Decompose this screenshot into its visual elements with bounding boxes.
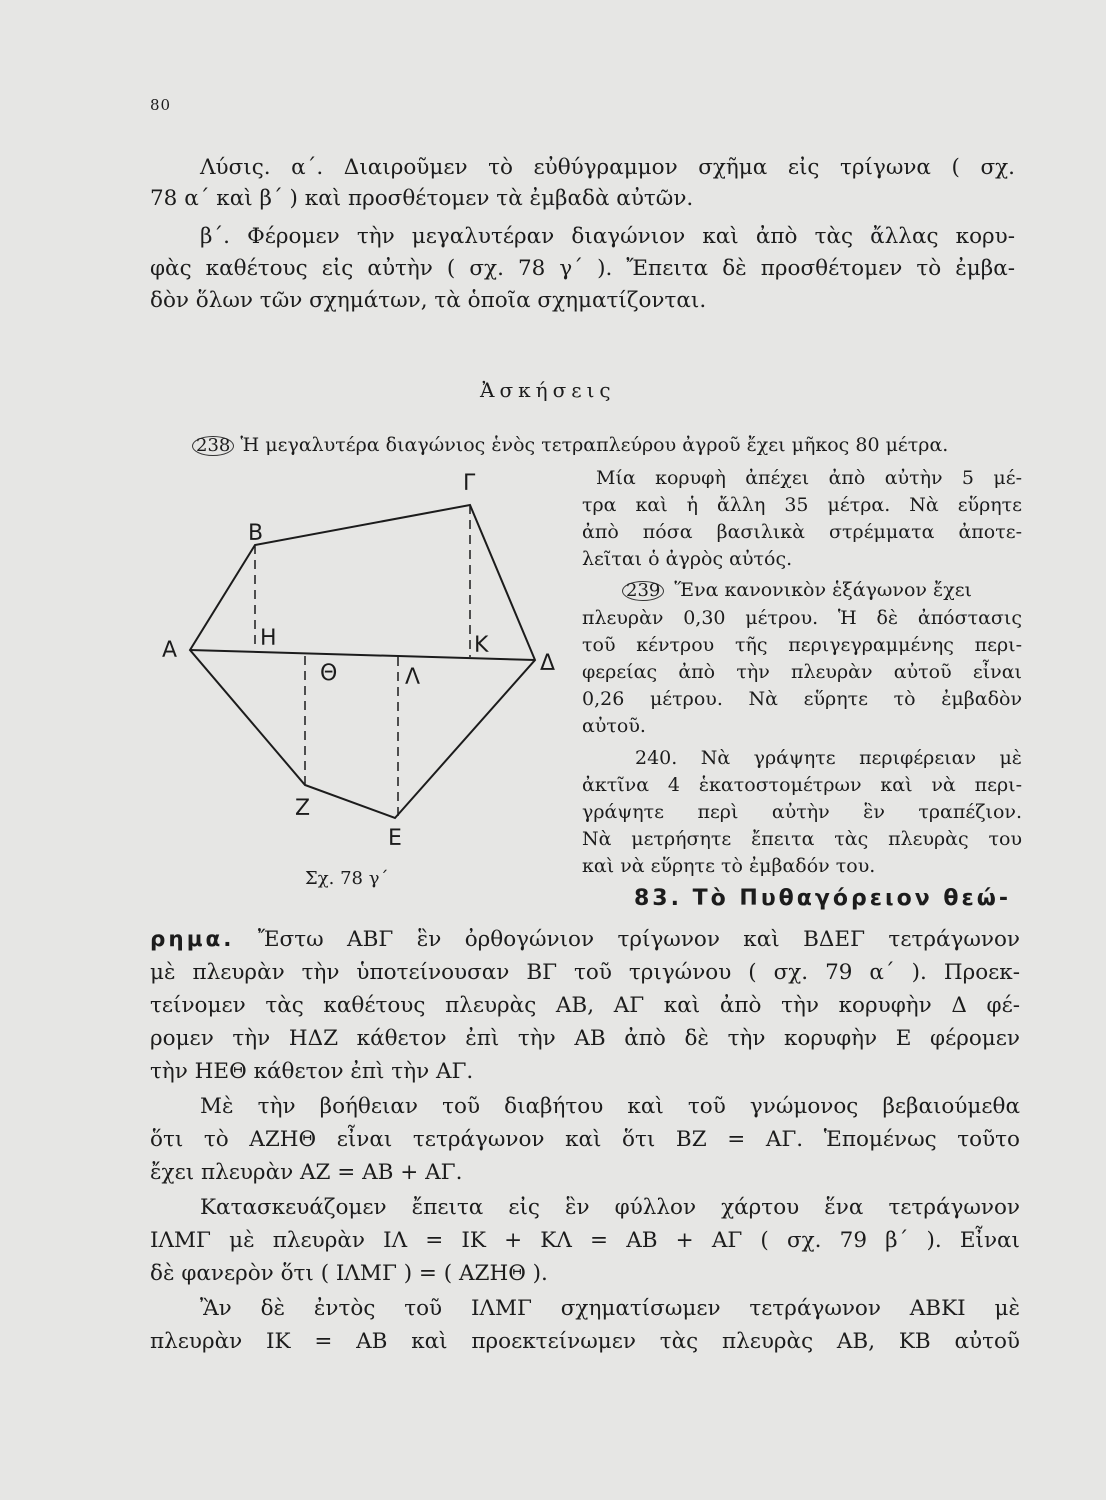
section-83-title (634, 888, 1011, 910)
exercise-240-line-1: 240. Νὰ γράψητε περιφέρειαν μὲ (635, 747, 1022, 769)
section-83-line-6: Μὲ τὴν βοήθειαν τοῦ διαβήτου καὶ τοῦ γνώμονος βεβαιούμεθα (200, 1094, 1020, 1119)
label-K: Κ (474, 633, 489, 658)
label-B: Β (248, 521, 264, 546)
label-L: Λ (405, 665, 421, 690)
exercise-238-line-5: λεῖται ὁ ἀγρὸς αὐτός. (582, 548, 793, 570)
solution-line-3: β΄. Φέρομεν τὴν μεγαλυτέραν διαγώνιον καὶ ἀπὸ τὰς ἄλλας κορυ- (200, 224, 1015, 249)
exercise-239-line-5: 0,26 μέτρου. Νὰ εὕρητε τὸ ἐμβαδὸν (582, 688, 1022, 710)
section-83-heading-cont: ρημα. (150, 927, 235, 952)
exercise-238-number: 238 (192, 436, 234, 456)
page-number: 80 (150, 96, 172, 114)
label-Th: Θ (320, 661, 338, 686)
solution-line-5: δὸν ὅλων τῶν σχημάτων, τὰ ὁποῖα σχηματίζονται. (150, 288, 707, 313)
label-A: Α (162, 638, 178, 663)
section-83-heading: 83. Τὸ Πυθαγόρειον θεώ- (634, 886, 1011, 911)
exercise-238-line-2: Μία κορυφὴ ἀπέχει ἀπὸ αὐτὴν 5 μέ- (596, 467, 1022, 489)
exercise-239-line-6: αὐτοῦ. (582, 715, 646, 737)
exercise-239-text: Ἕνα κανονικὸν ἑξάγωνον ἔχει (674, 579, 973, 601)
section-83-line-1-text: Ἔστω ΑΒΓ ἓν ὀρθογώνιον τρίγωνον καὶ ΒΔΕΓ τετράγωνον (257, 927, 1020, 952)
section-83-line-12: Ἂν δὲ ἐντὸς τοῦ ΙΛΜΓ σχηματίσωμεν τετράγωνον ΑΒΚΙ μὲ (200, 1296, 1020, 1321)
section-83-line-1 (150, 929, 1020, 951)
exercise-240-line-2: ἀκτῖνα 4 ἑκατοστομέτρων καὶ νὰ περι- (582, 774, 1022, 796)
label-E: Ε (388, 826, 402, 851)
exercise-240-line-3: γράψητε περὶ αὐτὴν ἓν τραπέζιον. (582, 801, 1022, 823)
exercise-239-line-3: τοῦ κέντρου τῆς περιγεγραμμένης περι- (582, 634, 1022, 656)
section-83-line-10: ΙΛΜΓ μὲ πλευρὰν ΙΛ = ΙΚ + ΚΛ = ΑΒ + ΑΓ ( σχ. 79 β΄ ). Εἶναι (150, 1228, 1020, 1253)
solution-line-2: 78 α΄ καὶ β΄ ) καὶ προσθέτομεν τὰ ἐμβαδὰ αὐτῶν. (150, 186, 694, 211)
exercise-238-line-3: τρα καὶ ἡ ἄλλη 35 μέτρα. Νὰ εὕρητε (582, 494, 1022, 516)
exercise-238-text: Ἡ μεγαλυτέρα διαγώνιος ἑνὸς τετραπλεύρου ἀγροῦ ἔχει μῆκος 80 μέτρα. (240, 434, 949, 456)
section-83-line-9: Κατασκευάζομεν ἔπειτα εἰς ἓν φύλλον χάρτου ἕνα τετράγωνον (200, 1195, 1020, 1220)
exercise-240-line-4: Νὰ μετρήσητε ἔπειτα τὰς πλευρὰς του (582, 828, 1022, 850)
section-83-line-2: μὲ πλευρὰν τὴν ὑποτείνουσαν ΒΓ τοῦ τριγώνου ( σχ. 79 α΄ ). Προεκ- (150, 960, 1020, 985)
exercise-239-line-2: πλευρὰν 0,30 μέτρου. Ἡ δὲ ἀπόστασις (582, 607, 1022, 629)
section-83-line-11: δὲ φανερὸν ὅτι ( ΙΛΜΓ ) = ( ΑΖΗΘ ). (150, 1261, 548, 1286)
exercise-240-line-5: καὶ νὰ εὕρητε τὸ ἐμβαδόν του. (582, 855, 876, 877)
exercises-heading: Ἀσκήσεις (480, 378, 616, 402)
section-83-line-3: τείνομεν τὰς καθέτους πλευρὰς ΑΒ, ΑΓ καὶ ἀπὸ τὴν κορυφὴν Δ φέ- (150, 993, 1020, 1018)
solution-line-1: Λύσις. α΄. Διαιροῦμεν τὸ εὐθύγραμμον σχῆμα εἰς τρίγωνα ( σχ. (200, 155, 1015, 180)
exercise-239-number: 239 (622, 581, 664, 601)
figure-caption: Σχ. 78 γ΄ (305, 868, 389, 889)
section-83-line-5: τὴν ΗΕΘ κάθετον ἐπὶ τὴν ΑΓ. (150, 1059, 474, 1084)
quadrilateral-outline (190, 505, 535, 818)
label-Z: Ζ (295, 796, 311, 821)
solution-line-4: φὰς καθέτους εἰς αὐτὴν ( σχ. 78 γ΄ ). Ἔπειτα δὲ προσθέτομεν τὸ ἐμβα- (150, 256, 1015, 281)
label-H: Η (260, 626, 277, 651)
section-83-line-7: ὅτι τὸ ΑΖΗΘ εἶναι τετράγωνον καὶ ὅτι ΒΖ = ΑΓ. Ἑπομένως τοῦτο (150, 1127, 1020, 1152)
section-83-line-8: ἔχει πλευρὰν ΑΖ = ΑΒ + ΑΓ. (150, 1160, 463, 1185)
exercise-238-line-4: ἀπὸ πόσα βασιλικὰ στρέμματα ἀποτε- (582, 521, 1022, 543)
exercise-239-line-4: φερείας ἀπὸ τὴν πλευρὰν αὐτοῦ εἶναι (582, 661, 1022, 683)
label-G: Γ (463, 471, 476, 496)
section-83-line-13: πλευρὰν ΙΚ = ΑΒ καὶ προεκτείνωμεν τὰς πλευρὰς ΑΒ, ΚΒ αὐτοῦ (150, 1329, 1020, 1354)
label-D: Δ (540, 651, 556, 676)
section-83-line-4: ρομεν τὴν ΗΔΖ κάθετον ἐπὶ τὴν ΑΒ ἀπὸ δὲ τὴν κορυφὴν Ε φέρομεν (150, 1026, 1020, 1051)
